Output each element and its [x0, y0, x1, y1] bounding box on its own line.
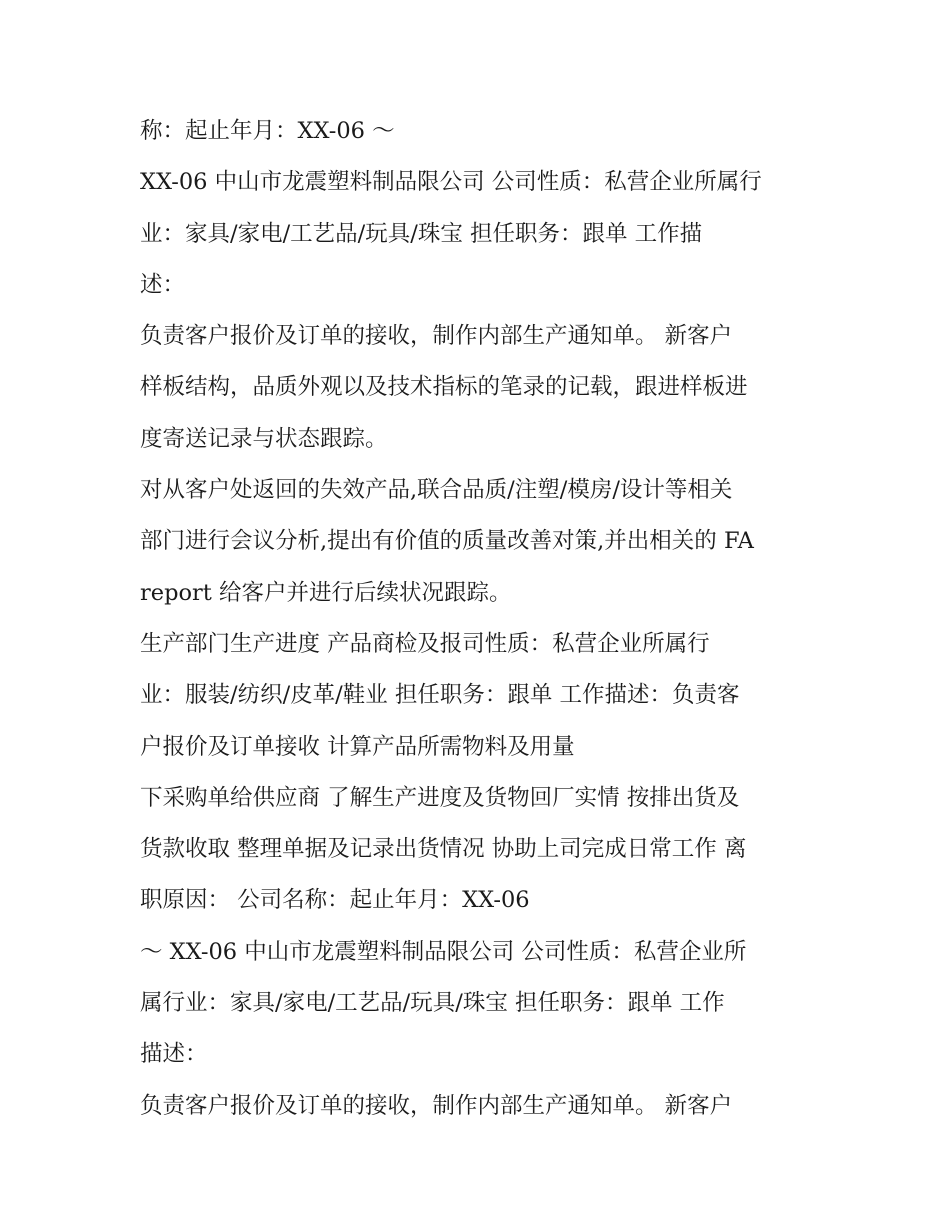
text-line: 生产部门生产进度 产品商检及报司性质：私营企业所属行 — [140, 630, 710, 657]
text-line: 业：家具/家电/工艺品/玩具/珠宝 担任职务：跟单 工作描 — [140, 220, 703, 247]
text-line: 负责客户报价及订单的接收，制作内部生产通知单。 新客户 — [140, 323, 733, 350]
text-line: 负责客户报价及订单的接收，制作内部生产通知单。 新客户 — [140, 1092, 733, 1119]
text-line: 户报价及订单接收 计算产品所需物料及用量 — [140, 733, 575, 760]
text-line: 描述： — [140, 1041, 208, 1068]
text-line: 称：起止年月：XX-06 ～ — [140, 118, 395, 144]
text-line: 下采购单给供应商 了解生产进度及货物回厂实情 按排出货及 — [140, 784, 740, 811]
document-body — [140, 106, 820, 1132]
text-line: 部门进行会议分析,提出有价值的质量改善对策,并出相关的 FA — [140, 528, 754, 555]
text-line: 度寄送记录与状态跟踪。 — [140, 425, 388, 452]
text-line: 对从客户处返回的失效产品,联合品质/注塑/模房/设计等相关 — [140, 477, 733, 504]
text-line: 职原因： 公司名称：起止年月：XX-06 — [140, 887, 530, 914]
text-line: 属行业：家具/家电/工艺品/玩具/珠宝 担任职务：跟单 工作 — [140, 990, 725, 1017]
text-line: 述： — [140, 271, 186, 298]
text-line: 货款收取 整理单据及记录出货情况 协助上司完成日常工作 离 — [140, 836, 747, 863]
text-line: 样板结构，品质外观以及技术指标的笔录的记载，跟进样板进 — [140, 374, 748, 401]
text-line: report 给客户并进行后续状况跟踪。 — [140, 579, 512, 606]
text-line: XX-06 中山市龙震塑料制品限公司 公司性质：私营企业所属行 — [140, 169, 762, 196]
text-line: ～ XX-06 中山市龙震塑料制品限公司 公司性质：私营企业所 — [140, 938, 747, 965]
text-line: 业：服装/纺织/皮革/鞋业 担任职务：跟单 工作描述：负责客 — [140, 682, 740, 709]
